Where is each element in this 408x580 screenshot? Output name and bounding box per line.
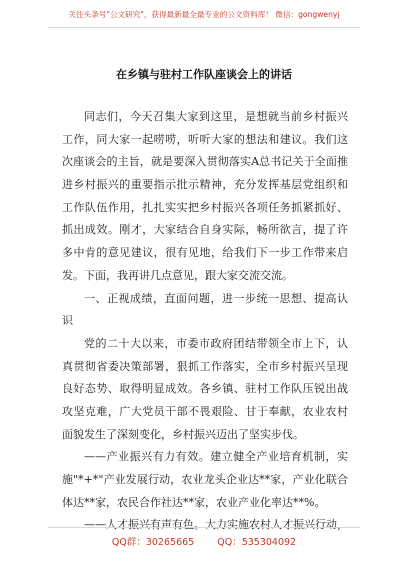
body-line: 多中肯的意见建议，很有见地，给我们下一步工作带来启 xyxy=(62,246,348,260)
body-line: 体达**家，农民合作社达**家，农业产业化率达**%。 xyxy=(62,495,326,509)
footer-qq: QQ：535304092 xyxy=(217,537,297,548)
body-line: 次座谈会的主旨，就是要深入贯彻落实A总书记关于全面推 xyxy=(62,155,348,169)
body-line: 抓出成效。刚才，大家结合自身实际，畅所欲言，提了许 xyxy=(62,223,348,237)
footer-divider xyxy=(48,527,360,528)
body-line: 攻坚克难，广大党员干部不畏艰险、甘于奉献，农业农村 xyxy=(62,404,348,418)
body-line: ——产业振兴有力有效。建立健全产业培育机制，实 xyxy=(84,450,348,464)
body-line: 面貌发生了深刻变化，乡村振兴迈出了坚实步伐。 xyxy=(62,427,304,441)
body-line: 发。下面，我再讲几点意见，跟大家交流交流。 xyxy=(62,268,293,282)
header-divider xyxy=(48,27,360,28)
body-line: 良好态势、取得明显成效。各乡镇、驻村工作队压锐出战 xyxy=(62,382,348,396)
body-line: 同志们，今天召集大家到这里，是想就当前乡村振兴 xyxy=(84,110,348,123)
body-line: 施"*+*"产业发展行动，农业龙头企业达**家，产业化联合 xyxy=(62,473,348,486)
document-title: 在乡镇与驻村工作队座谈会上的讲话 xyxy=(116,68,292,81)
header-note: 关注头条号"公文研究"，获得最新最全最专业的公文资料库！ 微信：gongwenyj xyxy=(68,10,340,19)
section-heading: 一、正视成绩，直面问题，进一步统一思想、提高认 xyxy=(84,291,348,305)
footer-contacts xyxy=(0,534,408,548)
body-line: 进乡村振兴的重要指示批示精神，充分发挥基层党组织和 xyxy=(62,178,348,192)
body-line: 真贯彻省委决策部署，狠抓工作落实，全市乡村振兴呈现 xyxy=(62,359,348,373)
document-body xyxy=(62,106,348,537)
section-heading-continued: 识 xyxy=(62,314,73,328)
body-line: ——人才振兴有声有色。大力实施农村人才振兴行动， xyxy=(84,518,348,532)
body-line: 党的二十大以来，市委市政府团结带领全市上下，认 xyxy=(84,336,348,350)
footer-qq-group: QQ群：30265665 xyxy=(111,537,195,548)
body-line: 工作，同大家一起唠唠，听听大家的想法和建议。我们这 xyxy=(62,132,348,146)
body-line: 工作队伍作用，扎扎实实把乡村振兴各项任务抓紧抓好、 xyxy=(62,200,348,214)
